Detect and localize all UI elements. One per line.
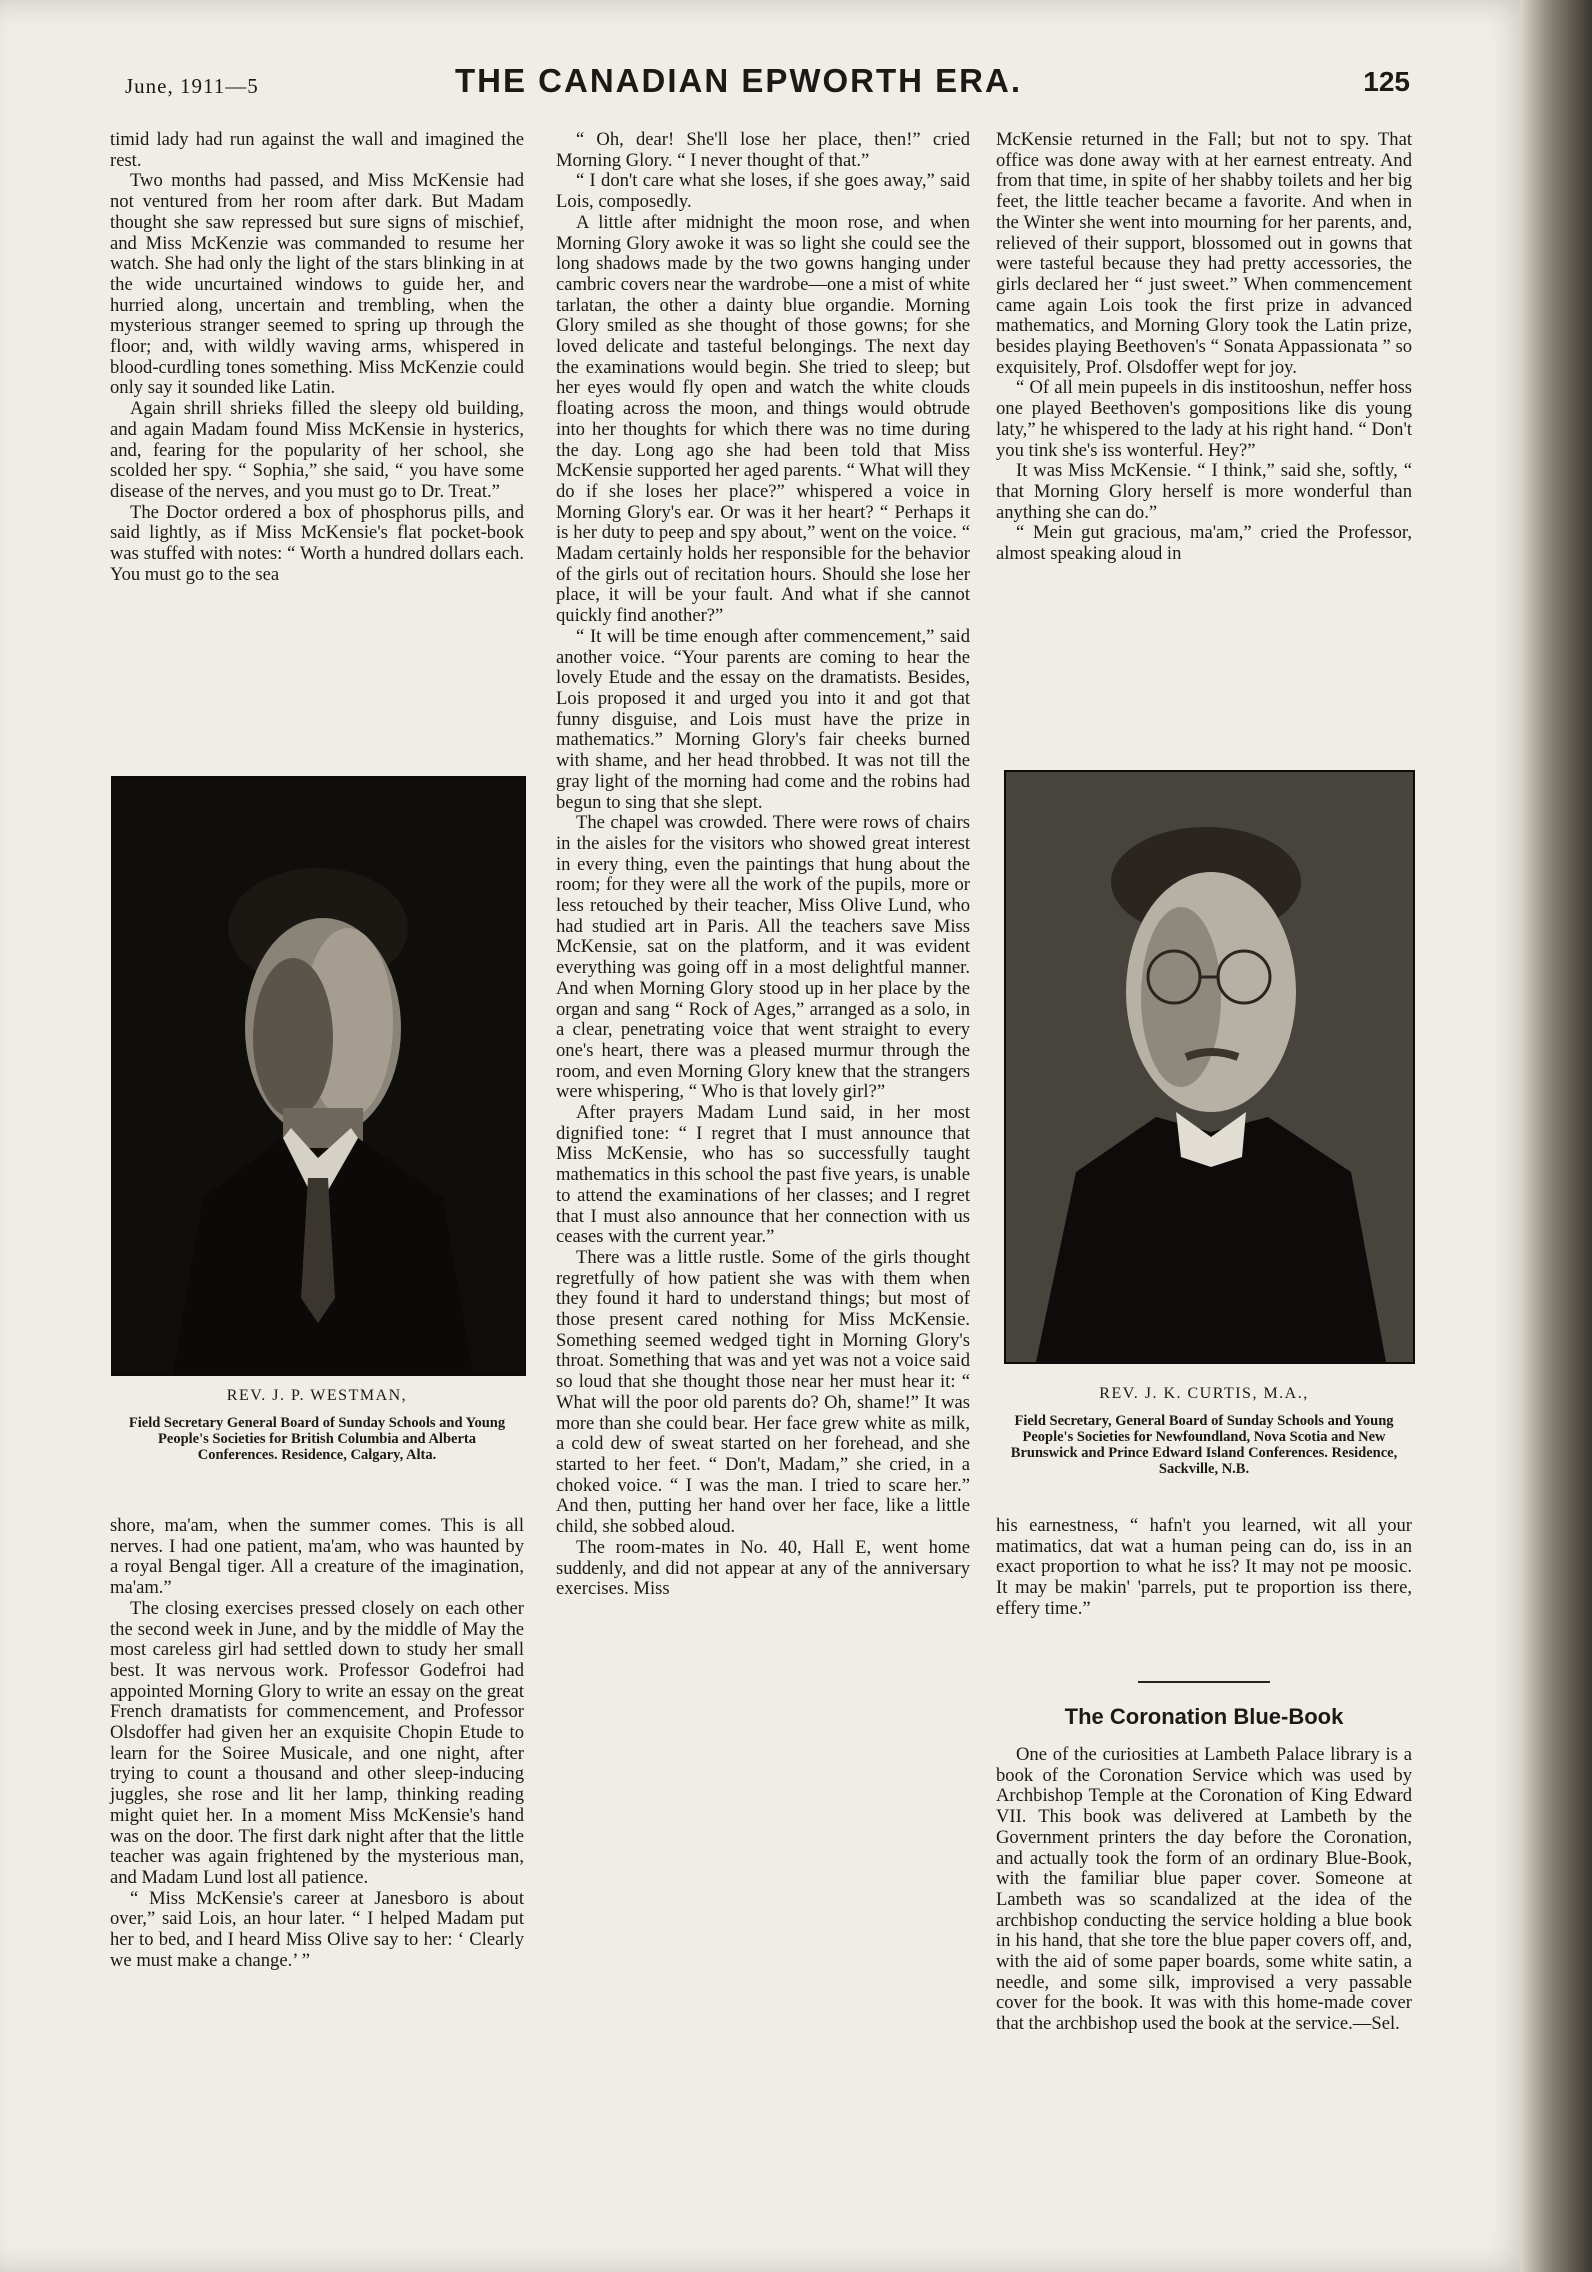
column-3-top	[996, 130, 1412, 565]
paragraph: One of the curiosities at Lambeth Palace library is a book of the Coronation Service which was used by Archbishop Temple at the Coronation of King Edward VII. This book was delivered at Lambeth by the Government printers the day before the Coronation, and actually took the form of an ordinary Blue-Book, with the familiar blue paper cover. Someone at Lambeth was so scandalized at the idea of the archbishop conducting the service holding a blue book in his hand, that she tore the blue paper covers off, and, with the aid of some paper boards, some white satin, a needle, and some silk, improvised a very passable cover for the book. It was with this home-made cover that the archbishop used the book at the service.—Sel.	[996, 1744, 1412, 2035]
column-3-bottom	[996, 1745, 1412, 2035]
paragraph: his earnestness, “ hafn't you learned, wit all your matimatics, dat wat a human peing can do, iss in an exact proportion to what he iss? It may not pe moosic. It may be makin' 'parrels, put te proportion iss there, effery time.”	[996, 1515, 1412, 1619]
issue-date: June, 1911—5	[125, 74, 259, 98]
caption-description: Field Secretary General Board of Sunday Schools and Young People's Societies for British Columbia and Alberta Conferences. Residence, Calgary, Alta.	[128, 1415, 506, 1463]
paragraph: The room-mates in No. 40, Hall E, went home suddenly, and did not appear at any of the anniversary exercises. Miss	[556, 1536, 970, 1600]
page-spine-edge	[1520, 0, 1592, 2272]
caption-name: REV. J. P. WESTMAN,	[226, 1387, 408, 1404]
paragraph: Two months had passed, and Miss McKensie had not ventured from her room after dark. But Madam thought she saw repressed but sure signs of mischief, and Miss McKenzie was commanded to resume her watch. She had only the light of the stars blinking in at the wide uncurtained windows to guide her, and hurried along, uncertain and trembling, when the mysterious stranger seemed to spring up through the floor; and, with wildly waving arms, whispered in blood-curdling tones something. Miss McKenzie could only say it sounded like Latin.	[110, 170, 524, 399]
column-1-bottom	[110, 1516, 524, 1971]
paragraph: The chapel was crowded. There were rows of chairs in the aisles for the visitors who showed great interest in every thing, even the paintings that hung about the room; for they were all the work of the pupils, more or less retouched by their teacher, Miss Olive Lund, who had studied art in Paris. All the teachers save Miss McKensie, sat on the platform, and it was evident everything was going off in a most delightful manner. And when Morning Glory stood up in her place by the organ and sang “ Rock of Ages,” arranged as a solo, in a clear, penetrating voice that went straight to every one's heart, there was a pleased murmur through the room, and even Morning Glory knew that the strangers were whispering, “ Who is that lovely girl?”	[556, 812, 970, 1103]
column-2	[556, 130, 970, 1600]
paragraph: Again shrill shrieks filled the sleepy old building, and again Madam found Miss McKensie in hysterics, and, fearing for the popularity of her school, she scolded her spy. “ Sophia,” she said, “ you have some disease of the nerves, and you must go to Dr. Treat.”	[110, 398, 524, 502]
paragraph: “ Miss McKensie's career at Janesboro is about over,” said Lois, an hour later. “ I helped Madam put her to bed, and I heard Miss Olive say to her: ‘ Clearly we must make a change.’ ”	[110, 1887, 524, 1971]
paragraph: shore, ma'am, when the summer comes. This is all nerves. I had one patient, ma'am, who was haunted by a royal Bengal tiger. All a creature of the imagination, ma'am.”	[110, 1515, 524, 1599]
paragraph: The Doctor ordered a box of phosphorus pills, and said lightly, as if Miss McKensie's flat pocket-book was stuffed with notes: “ Worth a hundred dollars each. You must go to the sea	[110, 501, 524, 585]
page-header	[125, 62, 1410, 106]
paragraph: After prayers Madam Lund said, in her most dignified tone: “ I regret that I must announce that Miss McKensie, who has so successfully taught mathematics in this school the past five years, is unable to attend the examinations of her classes; and I regret that I must also announce that her connection with us ceases with the current year.”	[556, 1102, 970, 1248]
column-1-top	[110, 130, 524, 585]
section-divider	[1138, 1681, 1270, 1683]
paragraph: There was a little rustle. Some of the girls thought regretfully of how patient she was with them when they found it hard to understand things; but most of those present cared nothing for Miss McKensie. Something seemed wedged tight in Morning Glory's throat. Something that was and yet was not a voice said so loud that she thought those near her must hear it: “ What will the poor old parents do? Oh, shame!” It was more than she could bear. Her face grew white as milk, a cold dew of sweat started on her forehead, and she started to her feet. “ Don't, Madam,” she cried, in a choked voice. “ I was the man. I tried to scare her.” And then, putting her hand over her face, like a little child, she sobbed aloud.	[556, 1246, 970, 1538]
column-3-middle	[996, 1516, 1412, 1620]
paragraph: The closing exercises pressed closely on each other the second week in June, and by the middle of May the most careless girl had settled down to study her small best. It was nervous work. Professor Godefroi had appointed Morning Glory to write an essay on the great French dramatists for commencement, and Professor Olsdoffer had given her an exquisite Chopin Etude to learn for the Soiree Musicale, and one night, after trying to count a thousand and other sleep-inducing juggles, she rose and lit her lamp, thinking reading might quiet her. In a moment Miss McKensie's hand was on the door. The first dark night after that the little teacher was again frightened by the mysterious man, and Madam Lund lost all patience.	[110, 1597, 524, 1888]
portrait-curtis	[1004, 770, 1415, 1364]
caption-name: REV. J. K. CURTIS, M.A.,	[1099, 1385, 1309, 1402]
paragraph: It was Miss McKensie. “ I think,” said she, softly, “ that Morning Glory herself is more wonderful than anything she can do.”	[996, 460, 1412, 523]
paragraph: timid lady had run against the wall and imagined the rest.	[110, 129, 524, 171]
page-number: 125	[1363, 66, 1410, 97]
caption-description: Field Secretary, General Board of Sunday Schools and Young People's Societies for Newfoundland, Nova Scotia and New Brunswick and Prince Edward Island Conferences. Residence, Sackville, N.B.	[1010, 1413, 1398, 1477]
magazine-title: THE CANADIAN EPWORTH ERA.	[455, 62, 1022, 99]
paragraph: “ It will be time enough after commencement,” said another voice. “Your parents are coming to hear the lovely Etude and the essay on the dramatists. Besides, Lois proposed it and urged you into it and got that funny disguise, and Lois must have the prize in mathematics.” Morning Glory's fair cheeks burned with shame, and her head throbbed. It was not till the gray light of the morning had come and the robins had begun to sing that she slept.	[556, 625, 970, 813]
portrait-westman	[111, 776, 526, 1376]
portrait-curtis-image	[1006, 772, 1413, 1362]
caption-westman	[110, 1387, 524, 1463]
paragraph: “ Oh, dear! She'll lose her place, then!” cried Morning Glory. “ I never thought of that.”	[556, 129, 970, 171]
paragraph: McKensie returned in the Fall; but not to spy. That office was done away with at her earnest entreaty. And from that time, in spite of her shabby toilets and her big feet, the little teacher became a favorite. And when in the Winter she went into mourning for her parents, and, relieved of their support, blossomed out in gowns that were tasteful because they had pretty accessories, the girls declared her “ just sweet.” When commencement came again Lois took the first prize in advanced mathematics, and Morning Glory took the Latin prize, besides playing Beethoven's “ Sonata Appassionata ” so exquisitely, Prof. Olsdoffer wept for joy.	[996, 129, 1412, 378]
paragraph: “ Of all mein pupeels in dis institooshun, neffer hoss one played Beethoven's gompositions like dis young laty,” he whispered to the lady at his right hand. “ Don't you tink she's iss wonterful. Hey?”	[996, 377, 1412, 461]
paragraph: A little after midnight the moon rose, and when Morning Glory awoke it was so light she could see the long shadows made by the two gowns hanging under cambric covers near the wardrobe—one a mist of white tarlatan, the other a dainty blue organdie. Morning Glory smiled as she thought of those gowns; for she loved delicate and tasteful belongings. The next day the examinations would begin. She tried to sleep; but her eyes would fly open and watch the white clouds floating across the moon, and things would obtrude into her thoughts for which there was no time during the day. Long ago she had been told that Miss McKensie supported her aged parents. “ What will they do if she loses her place?” whispered a voice in Morning Glory's ear. Or was it her heart? “ Perhaps it is her duty to peep and spy about,” went on the voice. “ Madam certainly holds her responsible for the behavior of the girls out of recitation hours. Should she lose her place, it will be your fault. And what if she cannot quickly find another?”	[556, 211, 970, 627]
paragraph: “ I don't care what she loses, if she goes away,” said Lois, composedly.	[556, 170, 970, 213]
paragraph: “ Mein gut gracious, ma'am,” cried the Professor, almost speaking aloud in	[996, 522, 1412, 565]
section-heading: The Coronation Blue-Book	[1064, 1704, 1344, 1729]
caption-curtis	[996, 1385, 1412, 1477]
portrait-westman-image	[113, 778, 524, 1374]
